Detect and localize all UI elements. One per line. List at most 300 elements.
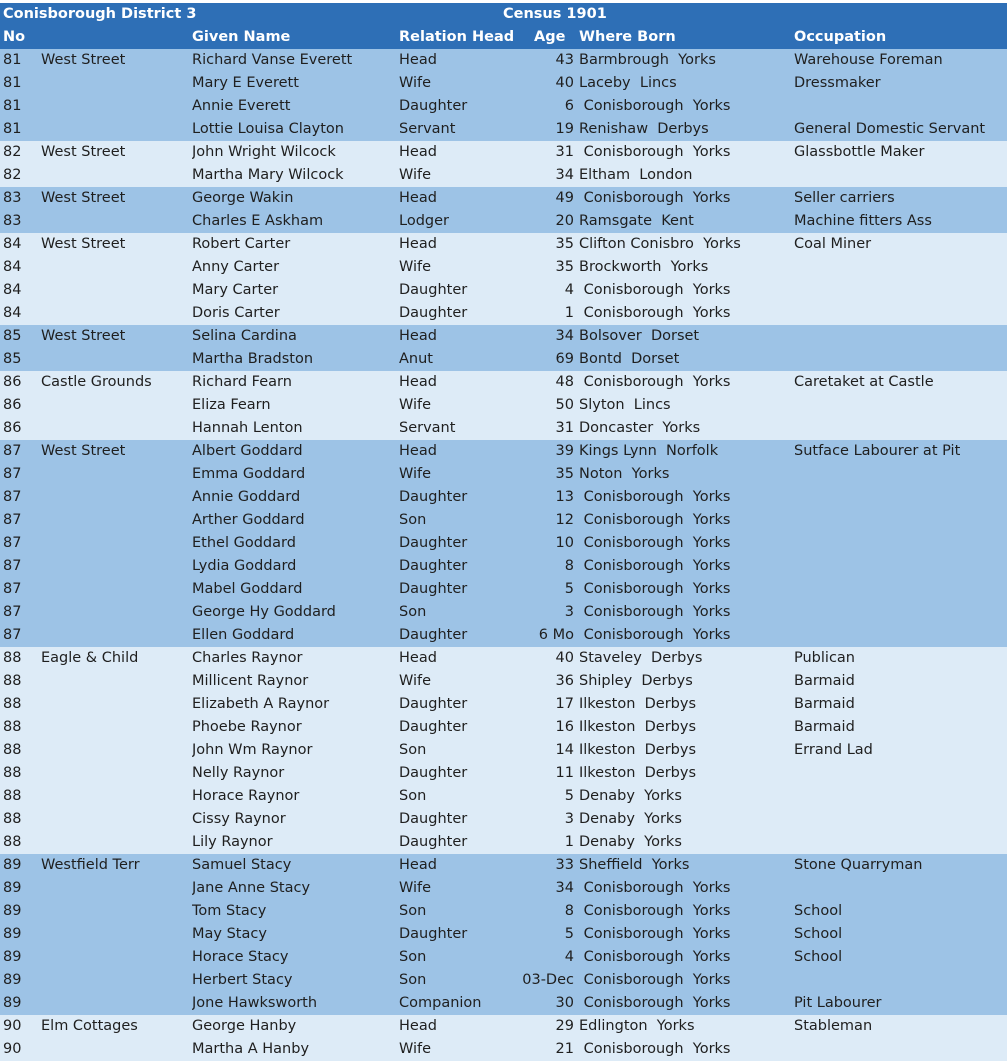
cell-relation: Wife	[399, 75, 432, 91]
cell-street	[41, 1038, 189, 1061]
cell-street: West Street	[41, 236, 126, 252]
cell-no: 90	[3, 1041, 22, 1057]
table-row	[0, 509, 1007, 532]
cell-where-born: Conisborough Yorks	[579, 558, 731, 574]
cell-no: 81	[3, 52, 22, 68]
cell-no: 89	[3, 949, 22, 965]
cell-age: 16	[555, 719, 574, 735]
cell-relation: Servant	[399, 121, 456, 137]
table-row	[0, 95, 1007, 118]
cell-age: 43	[555, 52, 574, 68]
cell-relation: Son	[399, 949, 427, 965]
cell-age: 48	[555, 374, 574, 390]
table-row	[0, 348, 1007, 371]
table-row	[0, 762, 1007, 785]
cell-no: 87	[3, 581, 22, 597]
cell-given-name: Eliza Fearn	[192, 397, 271, 413]
cell-given-name: Horace Raynor	[192, 788, 300, 804]
cell-age: 35	[555, 236, 574, 252]
cell-given-name: Cissy Raynor	[192, 811, 286, 827]
cell-given-name: Annie Everett	[192, 98, 291, 114]
cell-relation: Son	[399, 512, 427, 528]
cell-no: 87	[3, 627, 22, 643]
cell-no: 87	[3, 466, 22, 482]
cell-street: Castle Grounds	[41, 374, 152, 390]
cell-where-born: Kings Lynn Norfolk	[579, 443, 719, 459]
cell-where-born: Denaby Yorks	[579, 811, 682, 827]
cell-street: Eagle & Child	[41, 650, 139, 666]
cell-occupation: School	[794, 926, 843, 942]
cell-age: 1	[564, 305, 574, 321]
cell-relation: Head	[399, 328, 437, 344]
cell-given-name: Richard Vanse Everett	[192, 52, 353, 68]
cell-age: 34	[555, 328, 574, 344]
cell-relation: Wife	[399, 466, 432, 482]
cell-no: 81	[3, 121, 22, 137]
title-row	[0, 3, 1007, 26]
cell-street	[41, 831, 189, 854]
cell-where-born: Edlington Yorks	[579, 1018, 695, 1034]
cell-street	[41, 601, 189, 624]
cell-where-born: Conisborough Yorks	[579, 305, 731, 321]
table-row	[0, 854, 1007, 877]
table-row	[0, 256, 1007, 279]
cell-occupation	[794, 877, 1004, 900]
cell-age: 40	[555, 75, 574, 91]
cell-given-name: Millicent Raynor	[192, 673, 309, 689]
cell-occupation: Caretaket at Castle	[794, 374, 934, 390]
cell-age: 5	[564, 926, 574, 942]
cell-age: 36	[555, 673, 574, 689]
cell-occupation: Pit Labourer	[794, 995, 882, 1011]
cell-relation: Daughter	[399, 811, 468, 827]
table-row	[0, 992, 1007, 1015]
cell-no: 83	[3, 190, 22, 206]
cell-street	[41, 670, 189, 693]
cell-street	[41, 532, 189, 555]
cell-occupation: Seller carriers	[794, 190, 895, 206]
cell-given-name: Richard Fearn	[192, 374, 292, 390]
cell-relation: Head	[399, 374, 437, 390]
cell-where-born: Staveley Derbys	[579, 650, 703, 666]
cell-relation: Head	[399, 857, 437, 873]
cell-given-name: George Hy Goddard	[192, 604, 336, 620]
cell-occupation: Stableman	[794, 1018, 873, 1034]
cell-occupation	[794, 486, 1004, 509]
cell-relation: Son	[399, 788, 427, 804]
cell-relation: Daughter	[399, 765, 468, 781]
cell-street: Westfield Terr	[41, 857, 140, 873]
table-row	[0, 831, 1007, 854]
cell-occupation	[794, 831, 1004, 854]
cell-no: 82	[3, 144, 22, 160]
cell-age: 8	[564, 903, 574, 919]
cell-street: West Street	[41, 443, 126, 459]
cell-street: West Street	[41, 144, 126, 160]
table-row	[0, 1038, 1007, 1061]
cell-where-born: Conisborough Yorks	[579, 581, 731, 597]
table-row	[0, 210, 1007, 233]
cell-no: 81	[3, 75, 22, 91]
cell-no: 84	[3, 282, 22, 298]
cell-given-name: George Wakin	[192, 190, 294, 206]
cell-relation: Daughter	[399, 581, 468, 597]
cell-relation: Anut	[399, 351, 433, 367]
cell-given-name: Annie Goddard	[192, 489, 301, 505]
cell-occupation: Glassbottle Maker	[794, 144, 925, 160]
cell-street	[41, 969, 189, 992]
cell-relation: Wife	[399, 673, 432, 689]
cell-street	[41, 578, 189, 601]
cell-relation: Head	[399, 144, 437, 160]
cell-given-name: Robert Carter	[192, 236, 291, 252]
cell-street	[41, 992, 189, 1015]
cell-occupation	[794, 463, 1004, 486]
cell-age: 35	[555, 466, 574, 482]
cell-street	[41, 486, 189, 509]
cell-where-born: Slyton Lincs	[579, 397, 671, 413]
cell-given-name: Nelly Raynor	[192, 765, 285, 781]
table-row	[0, 302, 1007, 325]
cell-no: 90	[3, 1018, 22, 1034]
cell-where-born: Renishaw Derbys	[579, 121, 709, 137]
cell-where-born: Conisborough Yorks	[579, 995, 731, 1011]
cell-no: 86	[3, 397, 22, 413]
header-given-name: Given Name	[192, 29, 291, 45]
cell-occupation: Barmaid	[794, 673, 855, 689]
header-age: Age	[534, 29, 566, 45]
cell-given-name: Martha A Hanby	[192, 1041, 310, 1057]
cell-age: 8	[564, 558, 574, 574]
cell-where-born: Brockworth Yorks	[579, 259, 709, 275]
cell-street	[41, 95, 189, 118]
table-row	[0, 233, 1007, 256]
cell-no: 87	[3, 443, 22, 459]
table-row	[0, 486, 1007, 509]
table-row	[0, 808, 1007, 831]
cell-given-name: Horace Stacy	[192, 949, 289, 965]
cell-where-born: Ilkeston Derbys	[579, 719, 697, 735]
cell-age: 40	[555, 650, 574, 666]
cell-no: 88	[3, 742, 22, 758]
cell-no: 88	[3, 788, 22, 804]
cell-occupation	[794, 601, 1004, 624]
cell-age: 03-Dec	[522, 972, 574, 988]
cell-occupation: Coal Miner	[794, 236, 872, 252]
cell-age: 69	[555, 351, 574, 367]
cell-age: 4	[564, 949, 574, 965]
cell-relation: Head	[399, 650, 437, 666]
cell-given-name: Selina Cardina	[192, 328, 297, 344]
cell-occupation	[794, 785, 1004, 808]
cell-age: 49	[555, 190, 574, 206]
table-row	[0, 601, 1007, 624]
cell-street	[41, 394, 189, 417]
table-row	[0, 417, 1007, 440]
cell-where-born: Conisborough Yorks	[579, 972, 731, 988]
cell-given-name: Lily Raynor	[192, 834, 273, 850]
sheet-title: Conisborough District 3	[3, 6, 197, 22]
cell-street	[41, 463, 189, 486]
cell-relation: Head	[399, 1018, 437, 1034]
cell-occupation	[794, 578, 1004, 601]
cell-occupation	[794, 256, 1004, 279]
cell-no: 88	[3, 811, 22, 827]
cell-relation: Daughter	[399, 926, 468, 942]
cell-age: 6	[564, 98, 574, 114]
cell-occupation: Barmaid	[794, 696, 855, 712]
cell-no: 85	[3, 351, 22, 367]
cell-street	[41, 808, 189, 831]
cell-occupation: Stone Quarryman	[794, 857, 923, 873]
cell-no: 83	[3, 213, 22, 229]
cell-where-born: Conisborough Yorks	[579, 1041, 731, 1057]
cell-where-born: Conisborough Yorks	[579, 489, 731, 505]
cell-occupation	[794, 624, 1004, 647]
cell-no: 89	[3, 880, 22, 896]
cell-age: 33	[555, 857, 574, 873]
cell-occupation: Warehouse Foreman	[794, 52, 943, 68]
cell-occupation	[794, 969, 1004, 992]
table-row	[0, 900, 1007, 923]
cell-no: 89	[3, 903, 22, 919]
cell-street	[41, 72, 189, 95]
cell-given-name: Charles Raynor	[192, 650, 303, 666]
header-no: No	[3, 29, 26, 45]
cell-no: 87	[3, 604, 22, 620]
cell-no: 87	[3, 489, 22, 505]
table-row	[0, 670, 1007, 693]
table-row	[0, 969, 1007, 992]
cell-street	[41, 555, 189, 578]
cell-where-born: Conisborough Yorks	[579, 190, 731, 206]
cell-age: 31	[555, 420, 574, 436]
cell-street	[41, 946, 189, 969]
cell-where-born: Shipley Derbys	[579, 673, 693, 689]
cell-age: 34	[555, 880, 574, 896]
cell-where-born: Denaby Yorks	[579, 834, 682, 850]
cell-no: 82	[3, 167, 22, 183]
cell-occupation	[794, 1038, 1004, 1061]
cell-street	[41, 256, 189, 279]
cell-given-name: Arther Goddard	[192, 512, 305, 528]
header-relation: Relation Head	[399, 29, 515, 45]
table-row	[0, 440, 1007, 463]
cell-occupation	[794, 555, 1004, 578]
cell-given-name: Martha Mary Wilcock	[192, 167, 344, 183]
table-row	[0, 371, 1007, 394]
cell-occupation: School	[794, 949, 843, 965]
table-row	[0, 946, 1007, 969]
cell-age: 29	[555, 1018, 574, 1034]
cell-relation: Son	[399, 972, 427, 988]
cell-relation: Wife	[399, 259, 432, 275]
cell-age: 30	[555, 995, 574, 1011]
cell-relation: Head	[399, 443, 437, 459]
cell-where-born: Conisborough Yorks	[579, 512, 731, 528]
table-row	[0, 187, 1007, 210]
cell-street	[41, 923, 189, 946]
cell-no: 84	[3, 305, 22, 321]
cell-no: 89	[3, 857, 22, 873]
cell-no: 84	[3, 236, 22, 252]
cell-relation: Wife	[399, 167, 432, 183]
cell-street	[41, 739, 189, 762]
column-header-row	[0, 26, 1007, 49]
cell-occupation	[794, 509, 1004, 532]
cell-relation: Head	[399, 190, 437, 206]
cell-given-name: John Wright Wilcock	[192, 144, 336, 160]
table-row	[0, 693, 1007, 716]
cell-occupation	[794, 808, 1004, 831]
cell-age: 12	[555, 512, 574, 528]
cell-no: 89	[3, 972, 22, 988]
cell-street	[41, 118, 189, 141]
cell-age: 10	[555, 535, 574, 551]
cell-occupation	[794, 325, 1004, 348]
cell-relation: Wife	[399, 1041, 432, 1057]
cell-given-name: Mary E Everett	[192, 75, 299, 91]
cell-given-name: Albert Goddard	[192, 443, 303, 459]
cell-street	[41, 716, 189, 739]
table-row	[0, 578, 1007, 601]
cell-occupation	[794, 417, 1004, 440]
cell-relation: Daughter	[399, 98, 468, 114]
cell-street	[41, 785, 189, 808]
table-row	[0, 532, 1007, 555]
cell-given-name: George Hanby	[192, 1018, 297, 1034]
cell-given-name: Mary Carter	[192, 282, 279, 298]
cell-age: 3	[564, 604, 574, 620]
table-row	[0, 1015, 1007, 1038]
cell-given-name: Elizabeth A Raynor	[192, 696, 330, 712]
cell-age: 5	[564, 788, 574, 804]
cell-where-born: Conisborough Yorks	[579, 282, 731, 298]
cell-age: 14	[555, 742, 574, 758]
cell-given-name: Ethel Goddard	[192, 535, 296, 551]
table-row	[0, 72, 1007, 95]
cell-occupation	[794, 394, 1004, 417]
cell-age: 20	[555, 213, 574, 229]
cell-relation: Son	[399, 742, 427, 758]
cell-relation: Wife	[399, 397, 432, 413]
cell-given-name: Herbert Stacy	[192, 972, 293, 988]
table-row	[0, 555, 1007, 578]
cell-street	[41, 279, 189, 302]
cell-occupation: Errand Lad	[794, 742, 873, 758]
header-where-born: Where Born	[579, 29, 676, 45]
table-row	[0, 739, 1007, 762]
cell-no: 86	[3, 420, 22, 436]
cell-relation: Daughter	[399, 719, 468, 735]
cell-age: 19	[555, 121, 574, 137]
cell-street	[41, 877, 189, 900]
cell-relation: Daughter	[399, 305, 468, 321]
cell-no: 88	[3, 834, 22, 850]
cell-given-name: Jane Anne Stacy	[192, 880, 311, 896]
cell-given-name: May Stacy	[192, 926, 267, 942]
cell-age: 17	[555, 696, 574, 712]
cell-street	[41, 762, 189, 785]
cell-occupation	[794, 164, 1004, 187]
cell-given-name: Emma Goddard	[192, 466, 306, 482]
cell-relation: Daughter	[399, 535, 468, 551]
table-row	[0, 877, 1007, 900]
cell-occupation: Barmaid	[794, 719, 855, 735]
cell-where-born: Laceby Lincs	[579, 75, 677, 91]
cell-occupation	[794, 95, 1004, 118]
cell-given-name: Mabel Goddard	[192, 581, 303, 597]
cell-age: 5	[564, 581, 574, 597]
table-row	[0, 49, 1007, 72]
cell-no: 89	[3, 926, 22, 942]
cell-street	[41, 348, 189, 371]
cell-no: 81	[3, 98, 22, 114]
cell-given-name: Ellen Goddard	[192, 627, 295, 643]
table-row	[0, 647, 1007, 670]
cell-street: West Street	[41, 328, 126, 344]
cell-relation: Son	[399, 604, 427, 620]
cell-no: 88	[3, 765, 22, 781]
cell-relation: Daughter	[399, 834, 468, 850]
table-row	[0, 164, 1007, 187]
cell-where-born: Conisborough Yorks	[579, 98, 731, 114]
cell-no: 88	[3, 719, 22, 735]
table-row	[0, 785, 1007, 808]
cell-street	[41, 302, 189, 325]
cell-given-name: Samuel Stacy	[192, 857, 292, 873]
cell-relation: Wife	[399, 880, 432, 896]
cell-occupation	[794, 348, 1004, 371]
cell-street	[41, 900, 189, 923]
cell-where-born: Conisborough Yorks	[579, 949, 731, 965]
cell-where-born: Barmbrough Yorks	[579, 52, 716, 68]
cell-given-name: John Wm Raynor	[192, 742, 313, 758]
cell-street	[41, 417, 189, 440]
cell-age: 1	[564, 834, 574, 850]
cell-where-born: Bolsover Dorset	[579, 328, 700, 344]
cell-age: 39	[555, 443, 574, 459]
cell-age: 6 Mo	[538, 627, 574, 643]
cell-relation: Daughter	[399, 696, 468, 712]
cell-age: 13	[555, 489, 574, 505]
cell-age: 31	[555, 144, 574, 160]
table-row	[0, 279, 1007, 302]
cell-street	[41, 210, 189, 233]
table-row	[0, 118, 1007, 141]
cell-age: 21	[555, 1041, 574, 1057]
cell-occupation	[794, 302, 1004, 325]
cell-no: 88	[3, 673, 22, 689]
cell-age: 35	[555, 259, 574, 275]
cell-where-born: Bontd Dorset	[579, 351, 680, 367]
table-row	[0, 923, 1007, 946]
cell-no: 87	[3, 558, 22, 574]
cell-where-born: Conisborough Yorks	[579, 604, 731, 620]
cell-where-born: Conisborough Yorks	[579, 627, 731, 643]
cell-relation: Daughter	[399, 282, 468, 298]
cell-street	[41, 624, 189, 647]
cell-where-born: Ilkeston Derbys	[579, 742, 697, 758]
cell-given-name: Hannah Lenton	[192, 420, 303, 436]
cell-street	[41, 509, 189, 532]
cell-street: Elm Cottages	[41, 1018, 138, 1034]
cell-where-born: Ilkeston Derbys	[579, 696, 697, 712]
cell-relation: Daughter	[399, 558, 468, 574]
cell-relation: Head	[399, 236, 437, 252]
cell-occupation	[794, 762, 1004, 785]
cell-where-born: Doncaster Yorks	[579, 420, 701, 436]
